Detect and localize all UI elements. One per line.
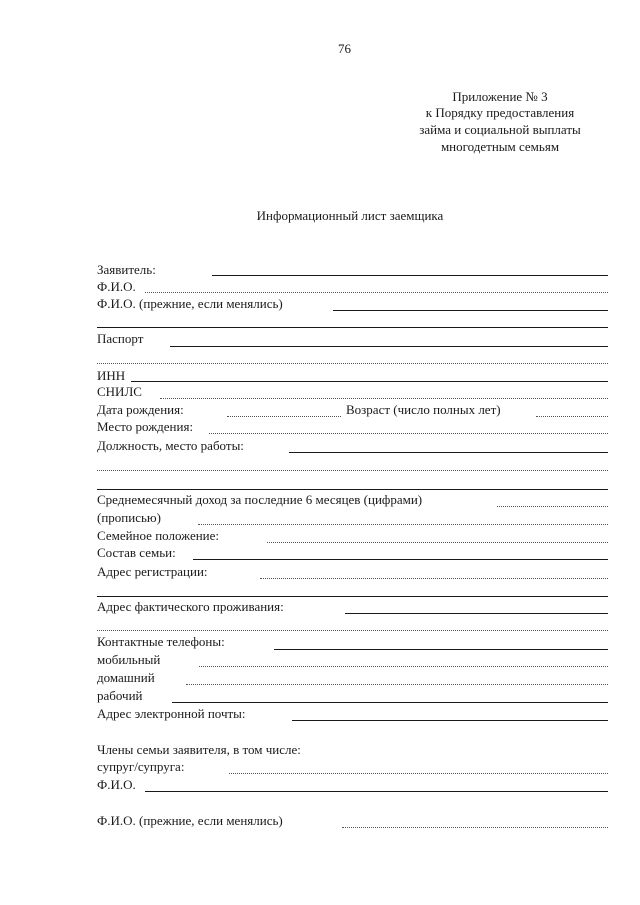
home-label: домашний [97, 670, 155, 685]
in-words-label: (прописью) [97, 510, 161, 525]
fio-label: Ф.И.О. [97, 279, 136, 294]
marital-status-label: Семейное положение: [97, 528, 220, 543]
birth-date-line[interactable] [227, 416, 341, 417]
separator-line-5 [97, 596, 608, 597]
registration-address-label: Адрес регистрации: [97, 564, 208, 579]
mobile-label: мобильный [97, 652, 161, 667]
separator-line-3 [97, 470, 608, 471]
snils-line[interactable] [160, 398, 608, 399]
avg-income-line[interactable] [497, 506, 608, 507]
home-line[interactable] [186, 684, 608, 685]
marital-status-line[interactable] [267, 542, 608, 543]
family-members-label: Члены семьи заявителя, в том числе: [97, 742, 301, 757]
spouse-fio-previous-line[interactable] [342, 827, 608, 828]
registration-address-line[interactable] [260, 578, 608, 579]
position-work-label: Должность, место работы: [97, 438, 244, 453]
age-label: Возраст (число полных лет) [346, 402, 501, 417]
email-line[interactable] [292, 720, 608, 721]
avg-income-label: Среднемесячный доход за последние 6 месяцев (цифрами) [97, 492, 423, 507]
family-composition-line[interactable] [193, 559, 608, 560]
spouse-fio-label: Ф.И.О. [97, 777, 136, 792]
age-line[interactable] [536, 416, 608, 417]
birth-place-label: Место рождения: [97, 419, 194, 434]
spouse-line[interactable] [229, 773, 608, 774]
applicant-label: Заявитель: [97, 262, 156, 277]
mobile-line[interactable] [199, 666, 608, 667]
work-label: рабочий [97, 688, 143, 703]
fio-previous-label: Ф.И.О. (прежние, если менялись) [97, 296, 283, 311]
inn-label: ИНН [97, 368, 126, 383]
family-composition-label: Состав семьи: [97, 545, 176, 560]
birth-date-label: Дата рождения: [97, 402, 184, 417]
inn-line[interactable] [131, 381, 608, 382]
birth-place-line[interactable] [209, 433, 608, 434]
email-label: Адрес электронной почты: [97, 706, 246, 721]
separator-line-6 [97, 630, 608, 631]
fio-previous-line[interactable] [333, 310, 608, 311]
form-title: Информационный лист заемщика [256, 208, 444, 223]
passport-label: Паспорт [97, 331, 144, 346]
contact-phones-label: Контактные телефоны: [97, 634, 225, 649]
page-number: 76 [338, 41, 351, 56]
separator-line-1 [97, 327, 608, 328]
appendix-line-1: Приложение № 3 [452, 89, 548, 104]
spouse-fio-line[interactable] [145, 791, 608, 792]
appendix-line-4: многодетным семьям [440, 139, 560, 154]
position-work-line[interactable] [289, 452, 608, 453]
actual-address-line[interactable] [345, 613, 608, 614]
appendix-line-2: к Порядку предоставления [425, 105, 575, 120]
spouse-label: супруг/супруга: [97, 759, 185, 774]
contact-phones-line[interactable] [274, 649, 608, 650]
in-words-line[interactable] [198, 524, 608, 525]
separator-line-4 [97, 489, 608, 490]
passport-line[interactable] [170, 346, 608, 347]
fio-line[interactable] [145, 292, 608, 293]
applicant-line[interactable] [212, 275, 608, 276]
separator-line-2 [97, 363, 608, 364]
spouse-fio-previous-label: Ф.И.О. (прежние, если менялись) [97, 813, 283, 828]
snils-label: СНИЛС [97, 384, 142, 399]
appendix-line-3: займа и социальной выплаты [419, 122, 581, 137]
work-line[interactable] [172, 702, 608, 703]
actual-address-label: Адрес фактического проживания: [97, 599, 284, 614]
